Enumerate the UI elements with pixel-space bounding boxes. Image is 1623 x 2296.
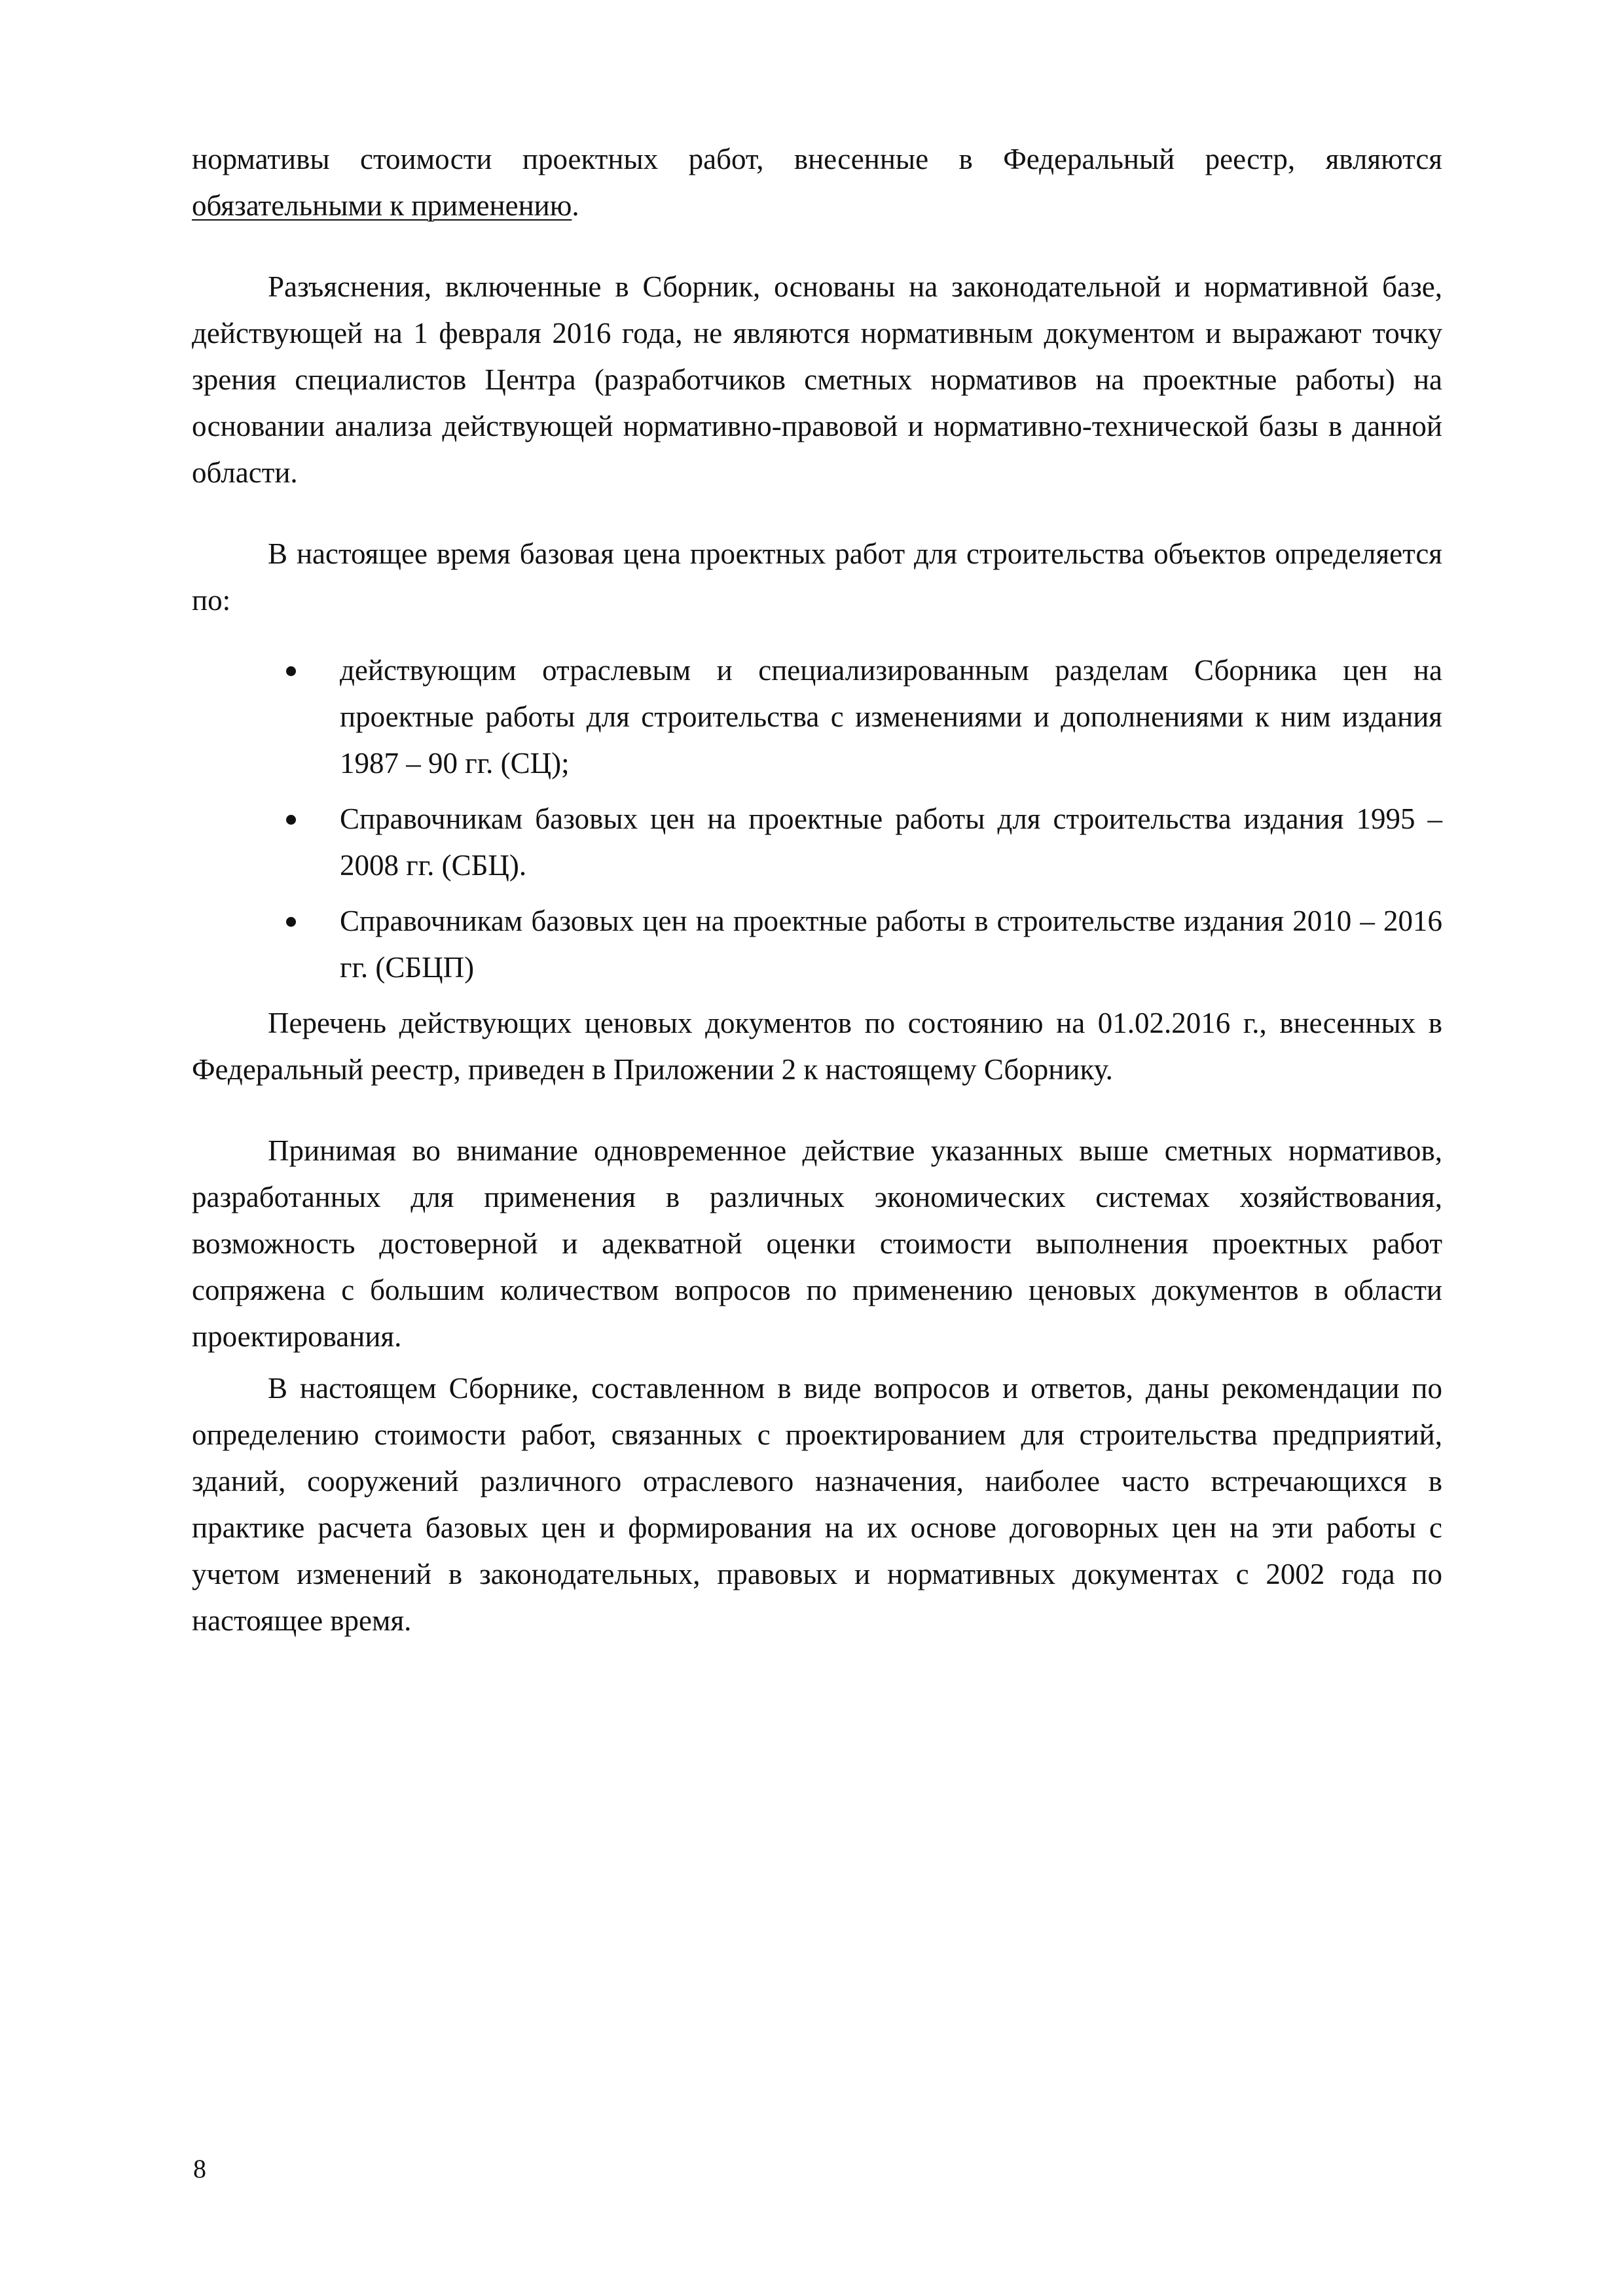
bullet-icon <box>286 666 296 676</box>
paragraph-3: В настоящее время базовая цена проектных работ для строительства объектов определяется по: <box>192 537 1442 617</box>
paragraph-6: В настоящем Сборнике, составленном в виде вопросов и ответов, даны рекомендации по определению стоимости работ, связанных с проектированием для строительства предприятий, зданий, сооружений различного отраслевого назначения, наиболее часто встречающихся в практике расчета базовых цен и формирования на их основе договорных цен на эти работы с учетом изменений в законодательных, правовых и нормативных документах с 2002 года по настоящее время. <box>192 1372 1442 1637</box>
list-item <box>192 898 1442 991</box>
paragraph-1-end: . <box>572 189 579 222</box>
paragraph-4: Перечень действующих ценовых документов по состоянию на 01.02.2016 г., внесенных в Федеральный реестр, приведен в Приложении 2 к настоящему Сборнику. <box>192 1007 1442 1086</box>
list-item <box>192 647 1442 787</box>
list-item <box>192 796 1442 889</box>
bullet-icon <box>286 815 296 825</box>
paragraph-5: Принимая во внимание одновременное действие указанных выше сметных нормативов, разработанных для применения в различных экономических системах хозяйствования, возможность достоверной и адекватной оценки стоимости выполнения проектных работ сопряжена с большим количеством вопросов по применению ценовых документов в области проектирования. <box>192 1134 1442 1353</box>
paragraph-2: Разъяснения, включенные в Сборник, основаны на законодательной и нормативной базе, действующей на 1 февраля 2016 года, не являются нормативным документом и выражают точку зрения специалистов Центра (разработчиков сметных нормативов на проектные работы) на основании анализа действующей нормативно-правовой и нормативно-технической базы в данной области. <box>192 270 1442 489</box>
bullet-list <box>192 647 1442 991</box>
list-item-text: действующим отраслевым и специализированным разделам Сборника цен на проектные работы для строительства с изменениями и дополнениями к ним издания 1987 – 90 гг. (СЦ); <box>340 654 1442 780</box>
page-number: 8 <box>193 2154 206 2183</box>
list-item-text: Справочникам базовых цен на проектные работы в строительстве издания 2010 – 2016 гг. (СБЦП) <box>340 905 1442 984</box>
document-body <box>192 136 1442 1644</box>
underlined-phrase: обязательными к применению <box>192 189 572 222</box>
paragraph-1 <box>192 136 1442 229</box>
bullet-icon <box>286 917 296 927</box>
list-item-text: Справочникам базовых цен на проектные работы для строительства издания 1995 – 2008 гг. (СБЦ). <box>340 802 1442 882</box>
paragraph-1-text: нормативы стоимости проектных работ, внесенные в Федеральный реестр, являются <box>192 143 1442 175</box>
